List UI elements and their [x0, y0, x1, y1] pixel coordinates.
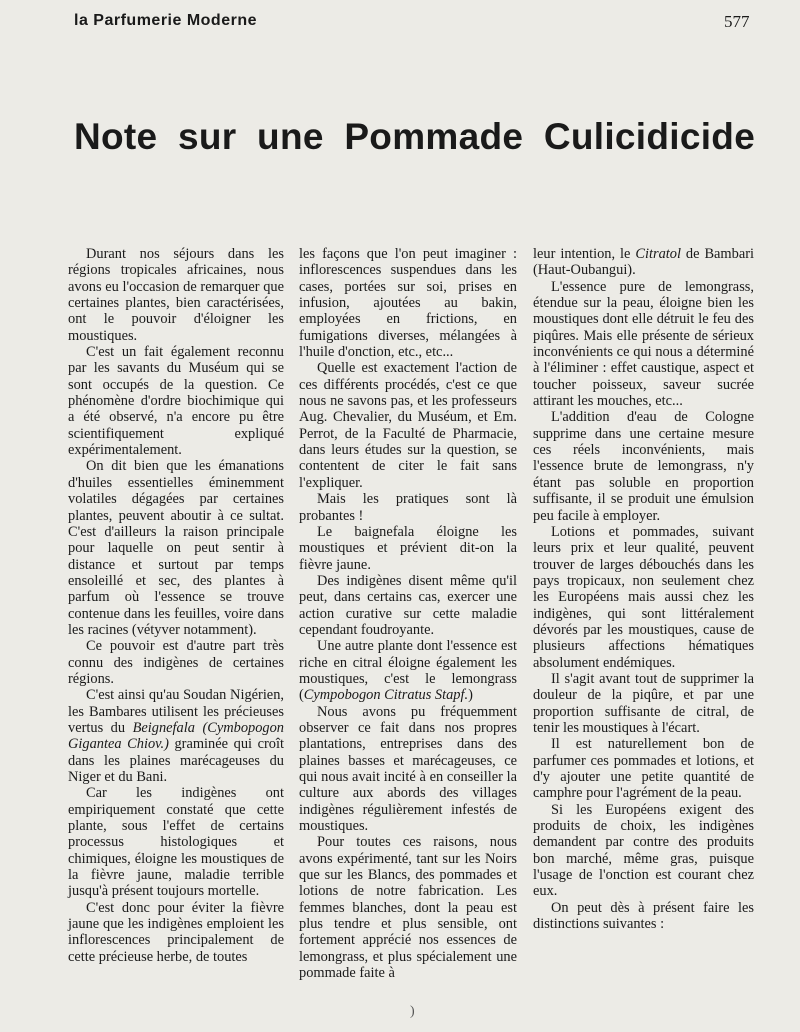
paragraph: Si les Européens exigent des produits de choix, les indigènes demandent par contre des produits bon marché, même gras, puisque l'usage de l'onction est courant chez eux.	[533, 801, 754, 900]
product-name: Citratol	[635, 246, 681, 262]
paragraph: Quelle est exactement l'action de ces différents procédés, c'est ce que nous ne savons pas, et les professeurs Aug. Chevalier, du Muséum, et Em. Perrot, de la Faculté de Pharmacie, dans leurs études sur la question, se contentent de citer le fait sans l'expliquer.	[299, 360, 517, 491]
paragraph: C'est un fait également reconnu par les savants du Muséum qui se sont occupés de la question. Ce phénomène d'ordre biochimique qui a été observé, n'a encore pu être scientifiquement expliqué expérimentalement.	[68, 344, 284, 459]
paragraph: Il est naturellement bon de parfumer ces pommades et lotions, et d'y ajouter une petite quantité de camphre pour l'agrément de la peau.	[533, 736, 754, 802]
text-column-3	[533, 246, 754, 932]
page-mark: )	[410, 1004, 415, 1019]
text-run: leur intention, le	[533, 246, 636, 262]
paragraph: Durant nos séjours dans les régions tropicales africaines, nous avons eu l'occasion de remarquer que certaines plantes, bien caractérisées, ont le pouvoir d'éloigner les moustiques.	[68, 246, 284, 344]
paragraph: Des indigènes disent même qu'il peut, dans certains cas, exercer une action curative sur cette maladie cependant foudroyante.	[299, 572, 517, 638]
species-name: Beignefala (Cymbopogon Gigantea Chiov.)	[68, 719, 284, 753]
page-number: 577	[724, 12, 750, 31]
paragraph: Ce pouvoir est d'autre part très connu des indigènes de certaines régions.	[68, 638, 284, 687]
paragraph: Le baignefala éloigne les moustiques et prévient dit-on la fièvre jaune.	[299, 523, 517, 573]
paragraph: C'est donc pour éviter la fièvre jaune que les indigènes emploient les inflorescences principalement de cette précieuse herbe, de toutes	[68, 899, 284, 965]
paragraph: les façons que l'on peut imaginer : inflorescences suspendues dans les cases, portées sur soi, prises en infusion, ajoutées au bakin, employées en frictions, en fumigations diverses, mélangées à l'huile d'onction, etc., etc...	[299, 246, 517, 361]
paragraph: Nous avons pu fréquemment observer ce fait dans nos propres plantations, entreprises dans des plaines basses et marécageuses, ce qui nous avait incité à en conseiller la culture aux abords des villages indigènes régulièrement infestés de moustiques.	[299, 703, 517, 835]
paragraph: L'addition d'eau de Cologne supprime dans une certaine mesure ces réels inconvénients, mais l'essence brute de lemongrass, n'y étant pas soluble en proportion suffisante, il se produit une émulsion peu facile à employer.	[533, 409, 754, 524]
text-run: )	[468, 687, 473, 704]
paragraph: Mais les pratiques sont là probantes !	[299, 491, 517, 524]
running-title: la Parfumerie Moderne	[74, 12, 257, 29]
text-run: C'est ainsi qu'au Soudan Nigérien, les Bambares utilisent les précieuses vertus du	[68, 687, 284, 736]
paragraph: On peut dès à présent faire les distinctions suivantes :	[533, 899, 754, 933]
paragraph: Il s'agit avant tout de supprimer la douleur de la piqûre, et par une proportion suffisante de citral, de tenir les moustiques à l'écart.	[533, 670, 754, 736]
text-column-1	[68, 246, 284, 965]
text-run: de Bambari (Haut-Oubangui).	[533, 246, 754, 279]
paragraph	[299, 638, 517, 703]
paragraph: L'essence pure de lemongrass, étendue sur la peau, éloigne bien les moustiques dont elle détruit le feu des piqûres. Mais elle présente de sérieux inconvénients ce qui nous a déterminé à l'éliminer : effet caustique, aspect et toucher poisseux, saveur sucrée attirant les mouches, etc...	[533, 278, 754, 410]
paragraph: Pour toutes ces raisons, nous avons expérimenté, tant sur les Noirs que sur les Blancs, des pommades et lotions de notre fabrication. Les femmes blanches, dont la peau est plus tendre et plus sensible, ont fortement apprécié nos essences de lemongrass, et plus spécialement une pommade faite à	[299, 834, 517, 982]
species-name: Cympobogon Citratus Stapf.	[303, 687, 469, 704]
text-run: graminée qui croît dans les plaines marécageuses du Niger et du Bani.	[68, 736, 284, 785]
paragraph	[68, 687, 284, 785]
paragraph: Car les indigènes ont empiriquement constaté que cette plante, sous l'effet de certains processus histologiques et chimiques, éloigne les moustiques de la fièvre jaune, maladie terrible jusqu'à présent toujours mortelle.	[68, 785, 284, 900]
text-column-2	[299, 246, 517, 981]
paragraph: On dit bien que les émanations d'huiles essentielles éminemment volatiles dégagées par certaines plantes, peuvent aboutir à ce sultat. C'est d'ailleurs la raison principale pour laquelle on peut sentir à distance et surtout par temps ensoleillé et sec, des plantes à parfum où l'essence se trouve contenue dans les feuilles, voire dans les racines (vétyver notamment).	[68, 458, 284, 638]
text-run: Une autre plante dont l'essence est riche en citral éloigne également les moustiques, c'est le lemongrass (	[299, 638, 517, 704]
paragraph	[533, 246, 754, 279]
paragraph: Lotions et pommades, suivant leurs prix et leur qualité, peuvent trouver de larges débouchés dans les pays tropicaux, non seulement chez les Européens mais aussi chez les indigènes, qui sont littéralement dévorés par les moustiques, cause de plusieurs affections hématiques absolument endémiques.	[533, 523, 754, 671]
article-title: Note sur une Pommade Culicidicide	[74, 116, 756, 157]
